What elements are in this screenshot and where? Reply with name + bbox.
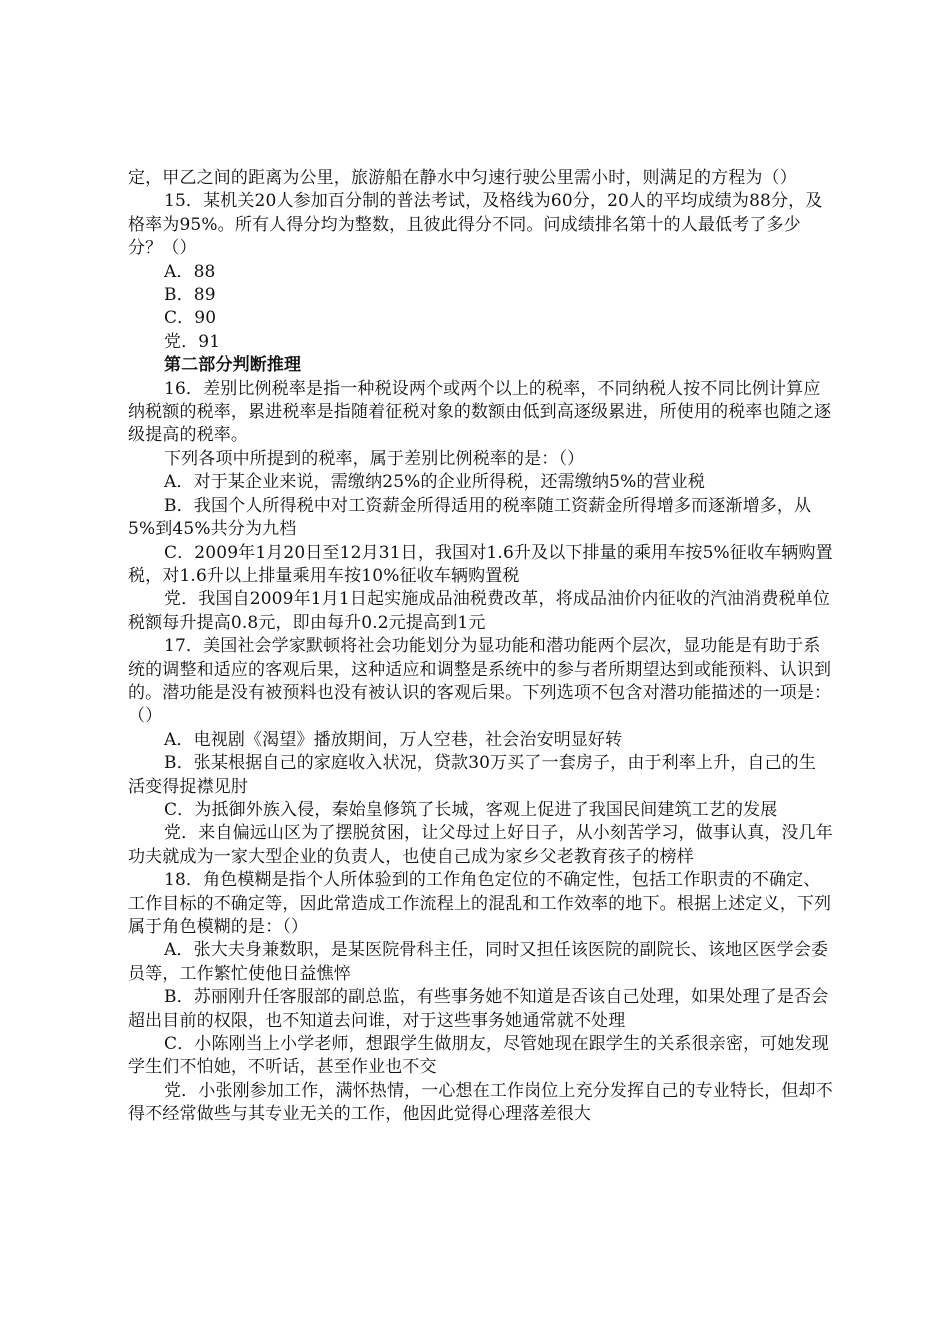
option-15-c: C．90 <box>164 308 217 329</box>
paragraph-continuation: 定，甲乙之间的距离为公里，旅游船在静水中匀速行驶公里需小时，则满足的方程为（） <box>128 168 797 188</box>
question-17: 17．美国社会学家默顿将社会功能划分为显功能和潜功能两个层次，显功能是有助于系统的调整和适应的客观后果，这种适应和调整是系统中的参与者所期望达到或能预料、认识到的。潜功能是没有被预料也没有被认识的客观后果。下列选项不包含对潜功能描述的一项是：（） <box>128 636 832 727</box>
question-18: 18．角色模糊是指个人所体验到的工作角色定位的不确定性，包括工作职责的不确定、工作目标的不确定等，因此常造成工作流程上的混乱和工作效率的地下。根据上述定义，下列属于角色模糊的是：（） <box>128 870 832 937</box>
question-15: 15．某机关20人参加百分制的普法考试，及格线为60分，20人的平均成绩为88分，及格率为95%。所有人得分均为整数，且彼此得分不同。问成绩排名第十的人最低考了多少分？（） <box>128 191 823 259</box>
option-17-b: B．张某根据自己的家庭收入状况，贷款30万买了一套房子，由于利率上升，自己的生活变得捉襟见肘 <box>128 753 816 797</box>
option-18-a: A．张大夫身兼数职，是某医院骨科主任，同时又担任该医院的副院长、该地区医学会委员等，工作繁忙使他日益憔悴 <box>128 940 829 984</box>
option-17-d: 党．来自偏远山区为了摆脱贫困，让父母过上好日子，从小刻苦学习，做事认真，没几年功夫就成为一家大型企业的负责人，也使自己成为家乡父老教育孩子的榜样 <box>128 823 833 867</box>
question-16-prompt: 下列各项中所提到的税率，属于差别比例税率的是：（） <box>164 448 585 469</box>
option-18-c: C．小陈刚当上小学老师，想跟学生做朋友，尽管她现在跟学生的关系很亲密，可她发现学生们不怕她，不听话，甚至作业也不交 <box>128 1034 829 1078</box>
option-15-d: 党．91 <box>164 331 221 352</box>
option-17-a: A．电视剧《渴望》播放期间，万人空巷，社会治安明显好转 <box>164 729 623 750</box>
option-15-b: B．89 <box>164 285 216 306</box>
option-16-a: A．对于某企业来说，需缴纳25%的企业所得税，还需缴纳5%的营业税 <box>164 472 705 493</box>
option-18-d: 党．小张刚参加工作，满怀热情，一心想在工作岗位上充分发挥自己的专业特长，但却不得不经常做些与其专业无关的工作，他因此觉得心理落差很大 <box>128 1080 833 1125</box>
option-16-b: B．我国个人所得税中对工资薪金所得适用的税率随工资薪金所得增多而逐渐增多，从5%到45%共分为九档 <box>128 495 812 540</box>
document-body <box>128 167 833 1127</box>
option-16-d: 党．我国自2009年1月1日起实施成品油税费改革，将成品油价内征收的汽油消费税单位税额每升提高0.8元，即由每升0.2元提高到1元 <box>128 589 831 633</box>
option-16-c: C．2009年1月20日至12月31日，我国对1.6升及以下排量的乘用车按5%征收车辆购置税，对1.6升以上排量乘用车按10%征收车辆购置税 <box>128 542 833 586</box>
option-15-a: A．88 <box>164 261 216 282</box>
section-heading: 第二部分判断推理 <box>164 355 302 376</box>
option-18-b: B．苏丽刚升任客服部的副总监，有些事务她不知道是否该自己处理，如果处理了是否会超出目前的权限，也不知道去问谁，对于这些事务她通常就不处理 <box>128 987 829 1031</box>
option-17-c: C．为抵御外族入侵，秦始皇修筑了长城，客观上促进了我国民间建筑工艺的发展 <box>164 799 778 820</box>
question-16: 16．差别比例税率是指一种税设两个或两个以上的税率，不同纳税人按不同比例计算应纳税额的税率，累进税率是指随着征税对象的数额由低到高逐级累进，所使用的税率也随之逐级提高的税率。 <box>128 378 832 446</box>
